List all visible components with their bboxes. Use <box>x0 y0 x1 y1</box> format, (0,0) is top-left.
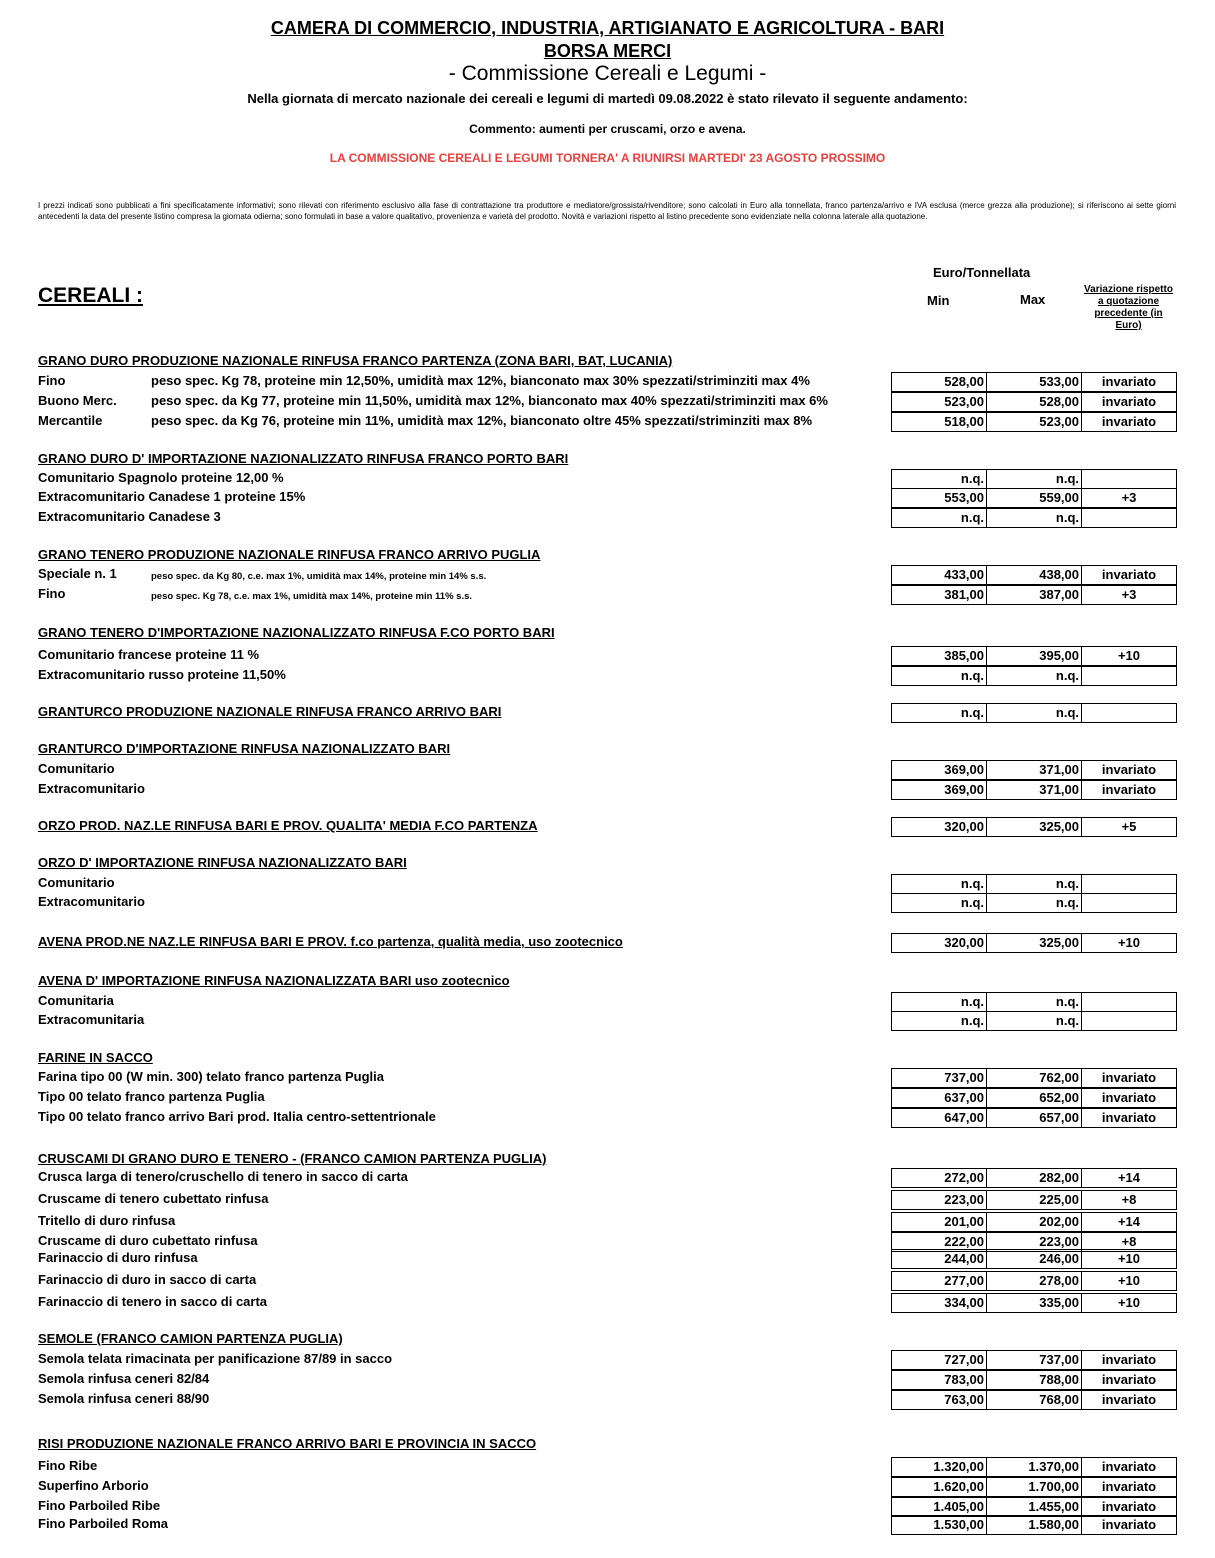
price-max-cell: 371,00 <box>986 780 1082 800</box>
section-title <box>38 1331 343 1346</box>
price-variation-cell: invariato <box>1081 1477 1177 1497</box>
price-variation-cell: +10 <box>1081 646 1177 666</box>
price-min-cell: 553,00 <box>891 488 987 508</box>
price-min-cell: n.q. <box>891 666 987 686</box>
price-max-cell: 325,00 <box>986 933 1082 953</box>
row-label: Cruscame di duro cubettato rinfusa <box>38 1233 258 1248</box>
price-variation-cell: invariato <box>1081 1350 1177 1370</box>
price-max-cell: 762,00 <box>986 1068 1082 1088</box>
row-label: Farinaccio di tenero in sacco di carta <box>38 1294 268 1309</box>
price-max-cell: 1.580,00 <box>986 1515 1082 1535</box>
price-variation-cell: +8 <box>1081 1232 1177 1252</box>
price-min-cell: 223,00 <box>891 1190 987 1210</box>
row-label: Extracomunitario Canadese 1 proteine 15% <box>38 489 306 504</box>
row-label: Extracomunitario russo proteine 11,50% <box>38 667 286 682</box>
price-min-cell: 727,00 <box>891 1350 987 1370</box>
row-label: Fino Parboiled Roma <box>38 1516 169 1531</box>
row-label: Fino <box>38 373 66 388</box>
price-variation-cell: +14 <box>1081 1168 1177 1188</box>
next-meeting-notice: LA COMMISSIONE CEREALI E LEGUMI TORNERA' A RIUNIRSI MARTEDI' 23 AGOSTO PROSSIMO <box>329 151 886 165</box>
row-label: Cruscame di tenero cubettato rinfusa <box>38 1191 269 1206</box>
row-label: Fino Ribe <box>38 1458 98 1473</box>
section-title <box>38 1436 536 1451</box>
price-max-cell: 223,00 <box>986 1232 1082 1252</box>
price-variation-cell: +3 <box>1081 488 1177 508</box>
section-title <box>38 741 450 756</box>
price-min-cell: n.q. <box>891 469 987 489</box>
price-min-cell: 385,00 <box>891 646 987 666</box>
price-max-cell: 1.370,00 <box>986 1457 1082 1477</box>
price-variation-cell: +5 <box>1081 817 1177 837</box>
section-title-text: GRANO TENERO PRODUZIONE NAZIONALE RINFUSA FRANCO ARRIVO PUGLIA <box>38 547 541 562</box>
price-min-cell: 637,00 <box>891 1088 987 1108</box>
price-max-cell: 335,00 <box>986 1293 1082 1313</box>
price-min-cell: 320,00 <box>891 817 987 837</box>
price-variation-cell <box>1081 666 1177 686</box>
cereali-heading: CEREALI : <box>38 284 143 307</box>
borsa-merci-title: BORSA MERCI <box>543 41 672 61</box>
price-variation-cell: +10 <box>1081 1293 1177 1313</box>
price-max-cell: 438,00 <box>986 565 1082 585</box>
price-variation-cell: +10 <box>1081 933 1177 953</box>
price-min-cell: 737,00 <box>891 1068 987 1088</box>
price-max-cell: 768,00 <box>986 1390 1082 1410</box>
min-column-header: Min <box>927 293 950 308</box>
price-min-cell: n.q. <box>891 703 987 723</box>
price-variation-cell: invariato <box>1081 392 1177 412</box>
price-min-cell: 320,00 <box>891 933 987 953</box>
row-label: Superfino Arborio <box>38 1478 149 1493</box>
price-variation-cell: invariato <box>1081 372 1177 392</box>
row-label: Fino <box>38 586 66 601</box>
section-title-text: RISI PRODUZIONE NAZIONALE FRANCO ARRIVO BARI E PROVINCIA IN SACCO <box>38 1436 537 1451</box>
section-title <box>38 547 540 562</box>
row-label: Speciale n. 1 <box>38 566 117 581</box>
price-min-cell: 369,00 <box>891 780 987 800</box>
price-variation-cell: invariato <box>1081 1088 1177 1108</box>
unit-header: Euro/Tonnellata <box>933 265 1031 280</box>
row-label: Tritello di duro rinfusa <box>38 1213 176 1228</box>
commission-title: - Commissione Cereali e Legumi - <box>448 62 767 85</box>
price-max-cell: n.q. <box>986 666 1082 686</box>
price-min-cell: 381,00 <box>891 585 987 605</box>
row-label: Comunitaria <box>38 993 114 1008</box>
price-max-cell: n.q. <box>986 874 1082 894</box>
row-label: Farinaccio di duro rinfusa <box>38 1250 198 1265</box>
row-label: Crusca larga di tenero/cruschello di tenero in sacco di carta <box>38 1169 408 1184</box>
price-min-cell: 1.405,00 <box>891 1497 987 1517</box>
section-title <box>38 451 568 466</box>
variation-column-header: Variazione rispetto a quotazione precedente (in Euro) <box>1084 284 1173 331</box>
price-variation-cell: invariato <box>1081 1457 1177 1477</box>
price-max-cell: n.q. <box>986 703 1082 723</box>
price-variation-cell <box>1081 703 1177 723</box>
price-variation-cell: invariato <box>1081 1108 1177 1128</box>
price-max-cell: 395,00 <box>986 646 1082 666</box>
section-title-text: GRANO DURO PRODUZIONE NAZIONALE RINFUSA FRANCO PARTENZA (ZONA BARI, BAT, LUCANIA) <box>38 353 673 368</box>
section-title-text: AVENA PROD.NE NAZ.LE RINFUSA BARI E PROV. <box>38 934 347 949</box>
section-title-text: GRANTURCO PRODUZIONE NAZIONALE RINFUSA FRANCO ARRIVO BARI <box>38 704 502 719</box>
price-max-cell: 225,00 <box>986 1190 1082 1210</box>
row-label: Semola telata rimacinata per panificazione 87/89 in sacco <box>38 1351 393 1366</box>
row-label: Semola rinfusa ceneri 82/84 <box>38 1371 210 1386</box>
row-label: Tipo 00 telato franco partenza Puglia <box>38 1089 265 1104</box>
section-title-text: SEMOLE (FRANCO CAMION PARTENZA PUGLIA) <box>38 1331 343 1346</box>
price-variation-cell <box>1081 1011 1177 1031</box>
price-min-cell: 518,00 <box>891 412 987 432</box>
price-max-cell: 657,00 <box>986 1108 1082 1128</box>
price-max-cell: 371,00 <box>986 760 1082 780</box>
price-max-cell: 737,00 <box>986 1350 1082 1370</box>
row-description: peso spec. Kg 78, c.e. max 1%, umidità max 14%, proteine min 11% s.s. <box>151 591 473 602</box>
row-label: Extracomunitario <box>38 781 145 796</box>
row-label: Farinaccio di duro in sacco di carta <box>38 1272 257 1287</box>
organization-title: CAMERA DI COMMERCIO, INDUSTRIA, ARTIGIANATO E AGRICOLTURA - BARI <box>270 18 945 38</box>
price-max-cell: 788,00 <box>986 1370 1082 1390</box>
price-variation-cell <box>1081 874 1177 894</box>
section-title <box>38 973 510 988</box>
price-min-cell: n.q. <box>891 992 987 1012</box>
price-variation-cell <box>1081 469 1177 489</box>
section-title-text: ORZO PROD. NAZ.LE RINFUSA BARI E PROV. QUALITA' MEDIA F.CO PARTENZA <box>38 818 538 833</box>
price-max-cell: 652,00 <box>986 1088 1082 1108</box>
section-title <box>38 934 623 949</box>
price-min-cell: 277,00 <box>891 1271 987 1291</box>
price-max-cell: n.q. <box>986 1011 1082 1031</box>
price-max-cell: 528,00 <box>986 392 1082 412</box>
row-description: peso spec. da Kg 80, c.e. max 1%, umidità max 14%, proteine min 14% s.s. <box>151 571 487 582</box>
price-min-cell: 647,00 <box>891 1108 987 1128</box>
row-label: Fino Parboiled Ribe <box>38 1498 161 1513</box>
price-max-cell: 533,00 <box>986 372 1082 392</box>
section-title <box>38 353 672 368</box>
price-max-cell: 1.455,00 <box>986 1497 1082 1517</box>
section-title <box>38 818 538 833</box>
price-variation-cell: invariato <box>1081 780 1177 800</box>
price-min-cell: 528,00 <box>891 372 987 392</box>
market-intro: Nella giornata di mercato nazionale dei cereali e legumi di martedì 09.08.2022 è stato rilevato il seguente andamento: <box>247 91 968 106</box>
market-comment: Commento: aumenti per cruscami, orzo e avena. <box>469 122 746 136</box>
section-title <box>38 625 555 640</box>
row-label: Buono Merc. <box>38 393 117 408</box>
section-title-extra: f.co partenza, qualità media, uso zootecnico <box>346 934 623 949</box>
section-title-text: GRANO TENERO D'IMPORTAZIONE NAZIONALIZZATO RINFUSA F.CO PORTO BARI <box>38 625 555 640</box>
section-title <box>38 855 407 870</box>
row-label: Extracomunitario <box>38 894 145 909</box>
section-title-text: GRANO DURO D' IMPORTAZIONE NAZIONALIZZATO RINFUSA FRANCO PORTO BARI <box>38 451 569 466</box>
price-variation-cell <box>1081 893 1177 913</box>
price-max-cell: n.q. <box>986 469 1082 489</box>
price-min-cell: 1.530,00 <box>891 1515 987 1535</box>
price-min-cell: 1.320,00 <box>891 1457 987 1477</box>
row-label: Tipo 00 telato franco arrivo Bari prod. Italia centro-settentrionale <box>38 1109 436 1124</box>
price-max-cell: 202,00 <box>986 1212 1082 1232</box>
price-variation-cell: invariato <box>1081 1497 1177 1517</box>
price-variation-cell: invariato <box>1081 1370 1177 1390</box>
section-title <box>38 1050 153 1065</box>
price-max-cell: 325,00 <box>986 817 1082 837</box>
price-variation-cell: invariato <box>1081 1068 1177 1088</box>
price-min-cell: 201,00 <box>891 1212 987 1232</box>
max-column-header: Max <box>1020 292 1046 307</box>
row-description: peso spec. da Kg 76, proteine min 11%, umidità max 12%, bianconato oltre 45% spezzati/striminziti max 8% <box>151 413 813 428</box>
price-min-cell: n.q. <box>891 893 987 913</box>
row-label: Farina tipo 00 (W min. 300) telato franco partenza Puglia <box>38 1069 385 1084</box>
price-variation-cell: +3 <box>1081 585 1177 605</box>
section-title-text: FARINE IN SACCO <box>38 1050 153 1065</box>
price-max-cell: 246,00 <box>986 1249 1082 1269</box>
price-min-cell: n.q. <box>891 874 987 894</box>
row-label: Extracomunitaria <box>38 1012 145 1027</box>
price-min-cell: 222,00 <box>891 1232 987 1252</box>
section-title-text: GRANTURCO D'IMPORTAZIONE RINFUSA NAZIONALIZZATO BARI <box>38 741 451 756</box>
section-title <box>38 704 501 719</box>
row-description: peso spec. Kg 78, proteine min 12,50%, umidità max 12%, bianconato max 30% spezzati/striminziti max 4% <box>151 373 810 388</box>
price-max-cell: 282,00 <box>986 1168 1082 1188</box>
price-max-cell: 523,00 <box>986 412 1082 432</box>
row-label: Extracomunitario Canadese 3 <box>38 509 221 524</box>
price-variation-cell: +10 <box>1081 1271 1177 1291</box>
price-variation-cell: invariato <box>1081 1515 1177 1535</box>
price-variation-cell: invariato <box>1081 412 1177 432</box>
price-min-cell: 763,00 <box>891 1390 987 1410</box>
price-variation-cell <box>1081 508 1177 528</box>
price-max-cell: 559,00 <box>986 488 1082 508</box>
row-label: Comunitario Spagnolo proteine 12,00 % <box>38 470 284 485</box>
price-max-cell: 278,00 <box>986 1271 1082 1291</box>
price-min-cell: 783,00 <box>891 1370 987 1390</box>
price-variation-cell: invariato <box>1081 760 1177 780</box>
row-description: peso spec. da Kg 77, proteine min 11,50%, umidità max 12%, bianconato max 40% spezzati/striminziti max 6% <box>151 393 828 408</box>
price-max-cell: n.q. <box>986 893 1082 913</box>
price-max-cell: 387,00 <box>986 585 1082 605</box>
price-min-cell: 1.620,00 <box>891 1477 987 1497</box>
disclaimer-text: I prezzi indicati sono pubblicati a fini specificatamente informativi; sono rilevati con riferimento esclusivo alla fase di contrattazione tra produttore e mediatore/grossista/rivenditore; sono calcolati in Euro alla tonnellata, franco partenza/arrivo e IVA esclusa (merce grezza alla produzione); si riferiscono ai sette giorni antecedenti la data del presente listino compresa la giornata odierna; sono formulati in base a valore qualitativo, provenienza e varietà del prodotto. Novità e variazioni rispetto al listino precedente sono evidenziate nella colonna laterale alla quotazione. <box>38 201 1176 221</box>
price-max-cell: n.q. <box>986 992 1082 1012</box>
price-min-cell: n.q. <box>891 508 987 528</box>
price-min-cell: 369,00 <box>891 760 987 780</box>
price-min-cell: 433,00 <box>891 565 987 585</box>
price-variation-cell: +10 <box>1081 1249 1177 1269</box>
section-title-text: ORZO D' IMPORTAZIONE RINFUSA NAZIONALIZZATO BARI <box>38 855 407 870</box>
price-max-cell: n.q. <box>986 508 1082 528</box>
price-min-cell: 523,00 <box>891 392 987 412</box>
row-label: Comunitario francese proteine 11 % <box>38 647 260 662</box>
price-min-cell: n.q. <box>891 1011 987 1031</box>
price-max-cell: 1.700,00 <box>986 1477 1082 1497</box>
price-min-cell: 334,00 <box>891 1293 987 1313</box>
price-min-cell: 272,00 <box>891 1168 987 1188</box>
price-variation-cell: +8 <box>1081 1190 1177 1210</box>
price-variation-cell: invariato <box>1081 565 1177 585</box>
row-label: Comunitario <box>38 875 115 890</box>
row-label: Semola rinfusa ceneri 88/90 <box>38 1391 210 1406</box>
row-label: Comunitario <box>38 761 115 776</box>
price-variation-cell: +14 <box>1081 1212 1177 1232</box>
price-min-cell: 244,00 <box>891 1249 987 1269</box>
row-label: Mercantile <box>38 413 103 428</box>
section-title-text: AVENA D' IMPORTAZIONE RINFUSA NAZIONALIZZATA BARI uso zootecnico <box>38 973 510 988</box>
section-title <box>38 1151 546 1166</box>
section-title-text: CRUSCAMI DI GRANO DURO E TENERO - (FRANCO CAMION PARTENZA PUGLIA) <box>38 1151 547 1166</box>
price-variation-cell <box>1081 992 1177 1012</box>
price-variation-cell: invariato <box>1081 1390 1177 1410</box>
